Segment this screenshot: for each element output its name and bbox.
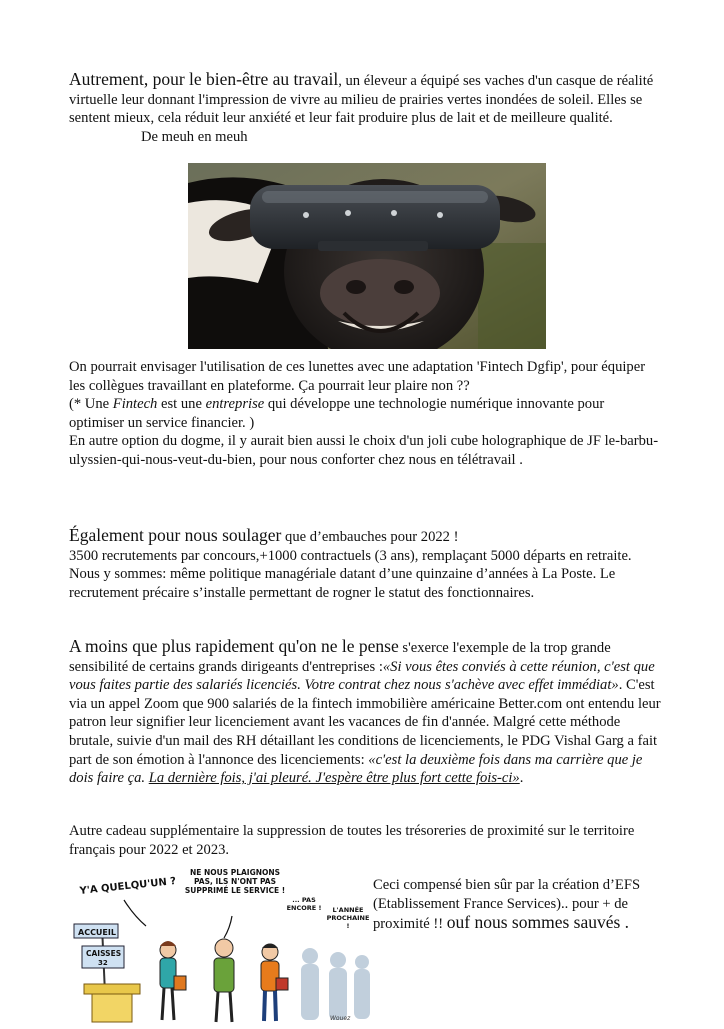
cartoon-illustration [64,866,372,1024]
cow-vr-image [188,163,546,349]
paragraph-fintech [69,358,661,470]
sign-accueil: ACCUEIL [78,928,116,937]
fintech-line: On pourrait envisager l'utilisation de ces lunettes avec une adaptation 'Fintech Dgfip', pour équiper les collègues travaillant en plateforme. Ça pourrait leur plaire non ?? [69,359,646,394]
layoffs-lead: A moins que plus rapidement qu'on ne le pense [69,636,399,656]
sign-caisses-number: 32 [98,959,108,967]
person-man-orange [261,944,288,1021]
sign-caisses: CAISSES [86,949,122,958]
bubble4-text: L'ANNÉE PROCHAINE ! [326,906,370,930]
efs-text: Ceci compensé bien sûr par la création d’EFS (Etablissement France Services).. pour + de proximité !! [373,877,641,933]
layoffs-end: . [519,770,524,787]
note-open: (* Une [69,396,113,413]
bubble-pas-encore [286,896,322,920]
cube-line: En autre option du dogme, il y aurait bien aussi le choix d'un joli cube holographique de JF le-barbu-ulyssien-qui-nous-veut-du-bien, pour nous conforter chez nous en télétravail . [69,433,659,468]
hiring-numbers: 3500 recrutements par concours,+1000 contractuels (3 ans), remplaçant 5000 départs en retraite. [69,547,632,564]
bubble1-text: Y'A QUELQU'UN ? [79,875,177,897]
paragraph-hiring [69,526,661,602]
bubble2-text: NE NOUS PLAIGNONS PAS, ILS N'ONT PAS SUPPRIMÉ LE SERVICE ! [184,868,286,895]
paragraph-tresoreries: Autre cadeau supplémentaire la suppression de toutes les trésoreries de proximité sur le territoire français pour 2022 et 2023. [69,823,635,858]
image-caption: De meuh en meuh [141,128,248,145]
bubble3-text: ... PAS ENCORE ! [286,896,322,912]
person-man-green [214,939,234,1022]
note-entreprise: entreprise [205,396,265,413]
bubble-quelquun [78,876,177,926]
hiring-lead: Également pour nous soulager [69,525,282,545]
note-mid: est une [157,396,206,413]
layoffs-quote1: «Si vous êtes conviés à cette réunion, c'est que vous faites partie des salariés licenciés. Votre contrat chez nous s'achève avec effet immédiat» [69,658,655,694]
wellbeing-body: , un éleveur a équipé ses vaches d'un casque de réalité virtuelle leur donnant l'impression de vivre au milieu de prairies vertes inondées de soleil. Elles se sentent mieux, cela réduit leur anxiété et leur fait produire plus de lait et de meilleure qualité. [69,73,654,127]
layoffs-intro: s'exerce l'exemple de la trop grande sensibilité de certains grands dirigeants d'entreprises : [69,640,611,675]
note-fintech: Fintech [112,396,158,413]
note-rest: qui développe une technologie numérique innovante pour optimiser un service financier. ) [69,396,605,431]
hiring-policy: Nous y sommes: même politique managériale datant d’une quinzaine d’années à La Poste. Le recrutement précaire s’installe permettant de rogner le statut des fonctionnaires. [69,566,616,601]
bubble-annee [326,906,370,930]
cow-vr-headset-icon [188,163,546,349]
wellbeing-lead: Autrement, pour le bien-être au travail [69,69,339,89]
layoffs-middle: . C'est via un appel Zoom que 900 salariés de la fintech immobilière américaine Better.com ont entendu leur patron leur signifier leur licenciement avant les vacances de fin d'année. Malgré cette méthode brutale, suivie d'un mail des RH détaillant les conditions de licenciements, le PDG Vishal Garg a fait part de son émotion à l'annonce des licenciements: [69,677,661,768]
paragraph-layoffs [69,637,661,788]
cartoon-signature: Wouez [330,1015,351,1022]
efs-tail: ouf nous sommes sauvés . [446,912,630,933]
layoffs-quote2a: «c'est la deuxième fois dans ma carrière que je dois faire ça. [69,751,643,787]
bubble-plaignons [182,868,288,938]
ghost-silhouettes [301,948,370,1020]
person-woman [160,941,186,1020]
hiring-lead-rest: que d’embauches pour 2022 ! [281,529,459,545]
paragraph-efs [373,876,673,934]
layoffs-quote2b: La dernière fois, j'ai pleuré. J'espère être plus fort cette fois-ci» [148,770,520,787]
paragraph-wellbeing [69,70,661,146]
